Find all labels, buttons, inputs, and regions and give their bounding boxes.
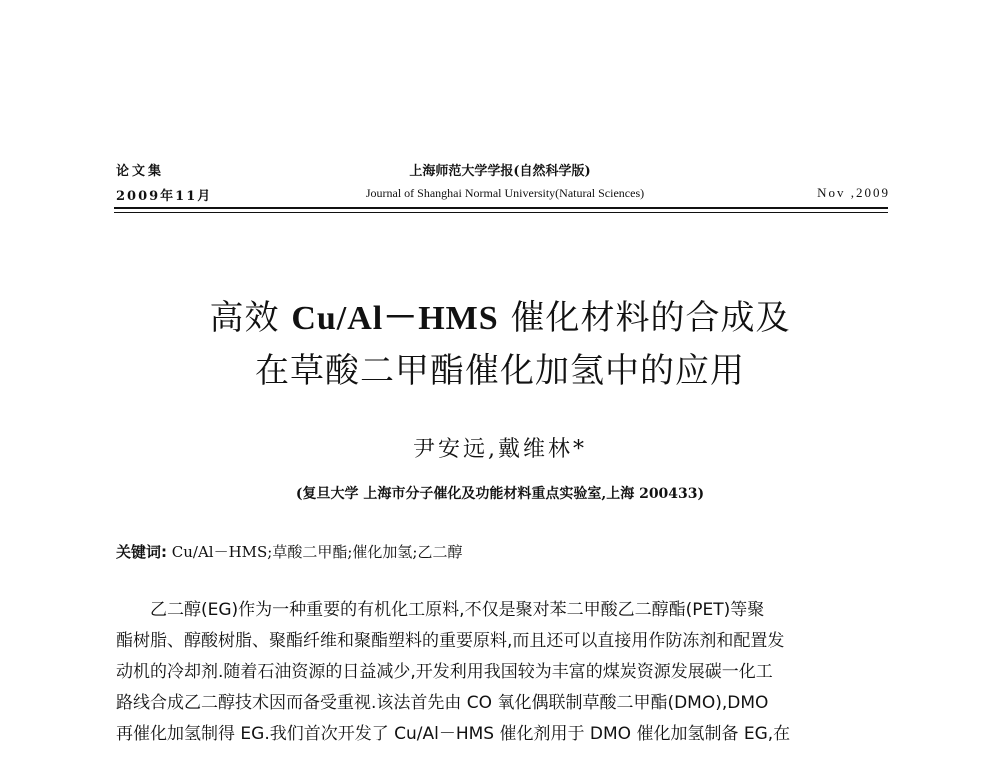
header-section-label: 论文集 bbox=[116, 164, 165, 179]
title-line-1-pre: 高效 bbox=[209, 298, 292, 338]
body-line: 路线合成乙二醇技术因而备受重视.该法首先由 CO 氧化偶联制草酸二甲酯(DMO),DMO bbox=[116, 693, 769, 713]
header-journal-en: Journal of Shanghai Normal University(Natural Sciences) bbox=[365, 186, 645, 200]
keywords-label: 关键词: bbox=[116, 543, 167, 561]
title-line-1 bbox=[0, 292, 1000, 345]
keywords-text: Cu/Al－HMS;草酸二甲酯;催化加氢;乙二醇 bbox=[167, 543, 463, 561]
header-date-en: Nov ,2009 bbox=[817, 185, 890, 200]
paper-authors: 尹安远,戴维林* bbox=[413, 437, 587, 462]
header-date-cn: 2009年11月 bbox=[116, 189, 213, 204]
body-line: 再催化加氢制得 EG.我们首次开发了 Cu/Al－HMS 催化剂用于 DMO 催化加氢制备 EG,在 bbox=[116, 724, 791, 744]
paper-title bbox=[0, 292, 1000, 397]
paper-keywords bbox=[116, 541, 462, 562]
paper-affiliation: (复旦大学 上海市分子催化及功能材料重点实验室,上海 200433) bbox=[295, 486, 705, 502]
body-line: 乙二醇(EG)作为一种重要的有机化工原料,不仅是聚对苯二甲酸乙二醇酯(PET)等聚 bbox=[150, 600, 765, 620]
title-line-2: 在草酸二甲酯催化加氢中的应用 bbox=[255, 351, 745, 391]
paper-body bbox=[116, 595, 890, 750]
header-journal-cn: 上海师范大学学报(自然科学版) bbox=[409, 164, 591, 179]
title-formula: Cu/Al－HMS bbox=[291, 300, 499, 337]
header-rule-thick bbox=[114, 207, 888, 209]
body-line: 酯树脂、醇酸树脂、聚酯纤维和聚酯塑料的重要原料,而且还可以直接用作防冻剂和配置发 bbox=[116, 631, 785, 651]
title-line-1-post: 催化材料的合成及 bbox=[498, 298, 791, 338]
header-rule-thin bbox=[114, 212, 888, 213]
body-line: 动机的冷却剂.随着石油资源的日益减少,开发利用我国较为丰富的煤炭资源发展碳一化工 bbox=[116, 662, 773, 682]
